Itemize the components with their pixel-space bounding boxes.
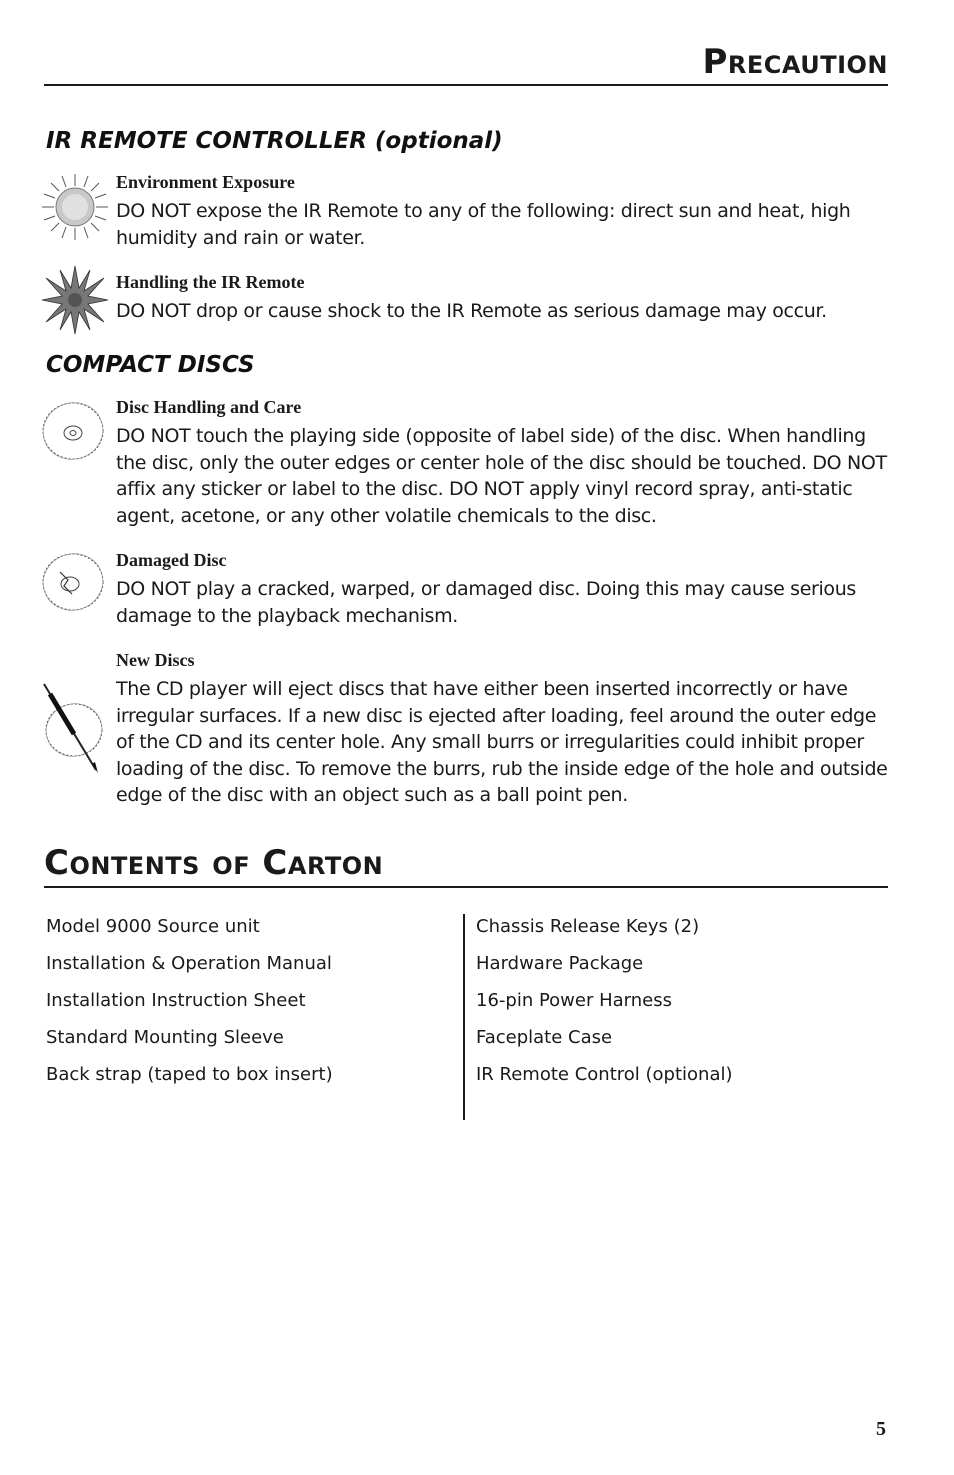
column-divider — [463, 914, 465, 1120]
item-text: DO NOT play a cracked, warped, or damaged disc. Doing this may cause serious damage to the playback mechanism. — [116, 578, 856, 627]
section-heading-ir-remote: IR REMOTE CONTROLLER (optional) — [46, 128, 503, 154]
section-heading-compact-discs: COMPACT DISCS — [46, 352, 255, 378]
sun-icon — [40, 172, 110, 242]
impact-burst-icon — [40, 264, 110, 336]
damaged-disc-icon — [40, 550, 106, 614]
item-title: Handling the IR Remote — [116, 272, 305, 292]
precaution-item-disc-care — [116, 395, 892, 529]
precaution-item-new-discs — [116, 648, 892, 809]
list-item: Installation Instruction Sheet — [46, 990, 306, 1011]
list-item: Installation & Operation Manual — [46, 953, 332, 974]
list-item: Model 9000 Source unit — [46, 916, 260, 937]
item-text: The CD player will eject discs that have either been inserted incorrectly or have irregular surfaces. If a new disc is ejected after loading, feel around the outer edge of the CD and its center hole. Any small burrs or irregularities could inhibit proper loading of the disc. To remove the burrs, rub the inside edge of the hole and outside edge of the disc with an object such as a ball point pen. — [116, 678, 888, 806]
item-text: DO NOT touch the playing side (opposite of label side) of the disc. When handling the disc, only the outer edges or center hole of the disc should be touched. DO NOT affix any sticker or label to the disc. DO NOT apply vinyl record spray, anti-static agent, acetone, or any other volatile chemicals to the disc. — [116, 425, 887, 527]
page-title-contents: Contents of Carton — [44, 840, 888, 888]
list-item: Back strap (taped to box insert) — [46, 1064, 333, 1085]
list-item: Hardware Package — [476, 953, 644, 974]
item-text: DO NOT expose the IR Remote to any of the following: direct sun and heat, high humidity and rain or water. — [116, 200, 851, 249]
precaution-item-environment — [116, 170, 892, 251]
disc-and-pen-icon — [40, 680, 106, 776]
precaution-item-handling — [116, 270, 892, 325]
contents-list-right — [476, 914, 896, 1099]
contents-list-left — [46, 914, 446, 1099]
item-title: New Discs — [116, 650, 195, 670]
item-title: Damaged Disc — [116, 550, 227, 570]
list-item: 16-pin Power Harness — [476, 990, 672, 1011]
list-item: Faceplate Case — [476, 1027, 613, 1048]
list-item: Standard Mounting Sleeve — [46, 1027, 284, 1048]
precaution-item-damaged-disc — [116, 548, 892, 629]
item-title: Environment Exposure — [116, 172, 295, 192]
list-item: Chassis Release Keys (2) — [476, 916, 700, 937]
page-title-precaution: Precaution — [44, 40, 888, 86]
item-title: Disc Handling and Care — [116, 397, 302, 417]
list-item: IR Remote Control (optional) — [476, 1064, 733, 1085]
compact-disc-icon — [40, 398, 106, 464]
page-number: 5 — [876, 1418, 886, 1440]
item-text: DO NOT drop or cause shock to the IR Remote as serious damage may occur. — [116, 300, 827, 322]
